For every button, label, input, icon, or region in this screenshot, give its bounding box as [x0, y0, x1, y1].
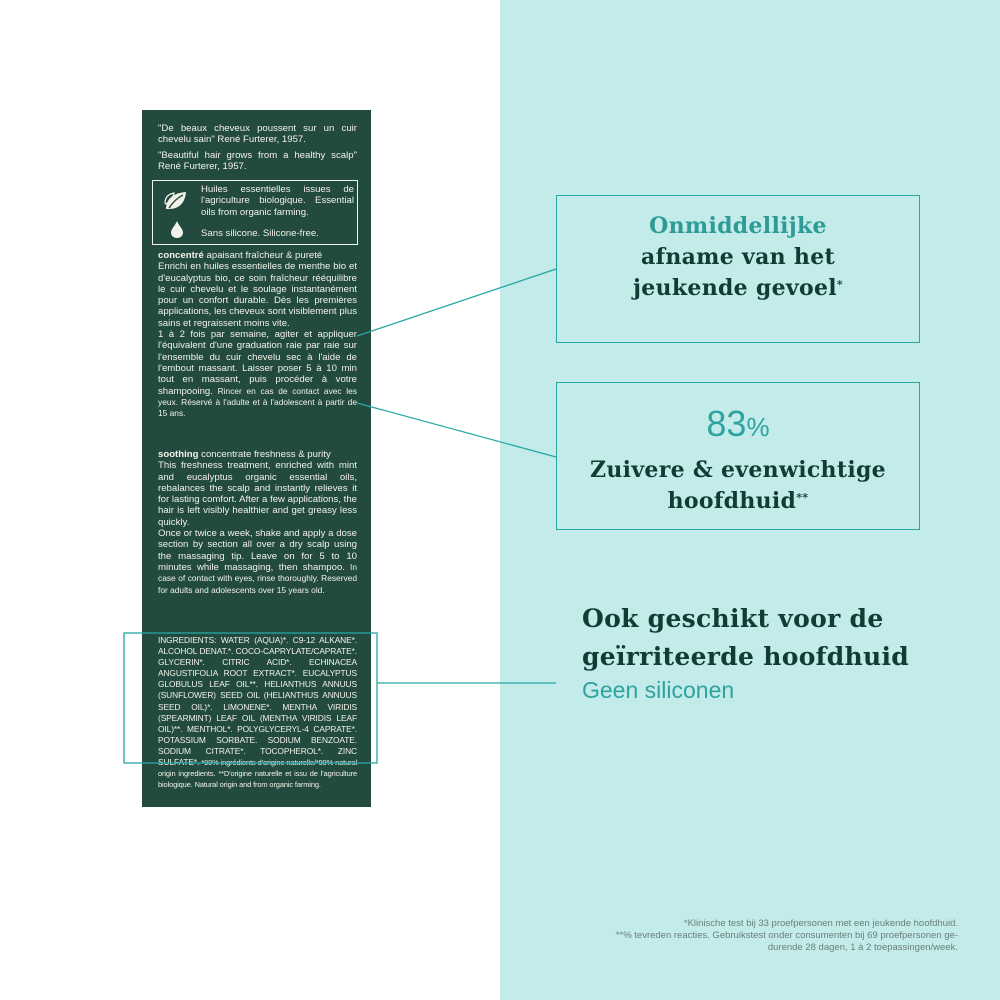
en-heading-rest: concentrate freshness & purity: [198, 449, 331, 460]
footnote-2: **% tevreden reacties. Gebruikstest onder consumenten bij 69 proefpersonen ge-: [615, 930, 958, 941]
fr-body: Enrichi en huiles essentielles de menthe bio et d'eucalyptus bio, ce soin fraîcheur rééquilibre le cuir chevelu et le soulage instantanément pour un confort durable. Dès les premières applications, les cheveux sont visiblement plus sains et regraissent moins vite.: [158, 261, 357, 329]
ingredients-note: *99% ingrédients d'origine naturelle/*99% natural origin ingredients. **D'origine naturelle et issu de l'agriculture biologique. Natural origin and from organic farming.: [158, 758, 357, 790]
fr-heading-rest: apaisant fraîcheur & pureté: [203, 250, 323, 261]
claim-irritated-scalp: [582, 600, 982, 704]
footnotes: [518, 918, 958, 954]
claim-itch-line2: afname van het: [641, 244, 835, 270]
fr-heading: concentré: [158, 250, 204, 261]
claim-irritated-title: [582, 600, 982, 676]
en-usage: Once or twice a week, shake and apply a dose section by section all over a dry scalp using the massaging tip. Leave on for 5 to 10 minutes while massaging, then shampoo.: [158, 528, 357, 573]
claim-scalp-text: [557, 455, 919, 517]
ingredients-text: INGREDIENTS: WATER (AQUA)*. C9-12 ALKANE*. ALCOHOL DENAT.*. COCO-CAPRYLATE/CAPRATE*. GLYCERIN*. CITRIC ACID*. ECHINACEA ANGUSTIFOLIA ROOT EXTRACT*. EUCALYPTUS GLOBULUS LEAF OIL**. HELIANTHUS ANNUUS (SUNFLOWER) SEED OIL (HELIANTHUS ANNUUS SEED OIL)*. LIMONENE*. MENTHA VIRIDIS (SPEARMINT) LEAF OIL (MENTHA VIRIDIS LEAF OIL)**. MENTHOL*. POLYGLYCERYL-4 CAPRATE*. POTASSIUM SORBATE. SODIUM BENZOATE. SODIUM CITRATE*. TOCOPHEROL*. ZINC SULFATE*.: [158, 635, 357, 768]
claim-scalp-mark: **: [796, 491, 809, 504]
en-heading: soothing: [158, 449, 199, 460]
claim-itch-text: [557, 211, 919, 304]
claim-scalp-line1: Zuivere & evenwichtige: [590, 457, 886, 483]
en-warning: In case of contact with eyes, rinse thoroughly. Reserved for adults and adolescents over 15 years old.: [158, 561, 358, 595]
organic-text: Huiles essentielles issues de l'agriculture biologique. Essential oils from organic farming.: [201, 184, 354, 218]
claim-itch-mark: *: [836, 278, 843, 291]
claim-scalp-line2: hoofdhuid: [667, 488, 797, 514]
footnote-3: durende 28 dagen, 1 à 2 toepassingen/week.: [767, 942, 958, 953]
claim-irritated-line2: geïrriteerde hoofdhuid: [582, 642, 910, 671]
claim-itch-line3: jeukende gevoel: [633, 275, 837, 301]
claim-itch-line1: Onmiddellijke: [649, 213, 827, 239]
claim-box-scalp: [556, 382, 920, 530]
quote-french: "De beaux cheveux poussent sur un cuir chevelu sain" René Furterer, 1957.: [158, 123, 357, 146]
claim-irritated-line1: Ook geschikt voor de: [582, 604, 884, 633]
silicone-free-text: Sans silicone. Silicone-free.: [201, 228, 319, 239]
en-body: This freshness treatment, enriched with mint and eucalyptus organic essential oils, rebalances the scalp and instantly relieves it for lasting comfort. After a few applications, the hair is left visibly healthier and get greasy less quickly.: [158, 460, 357, 528]
claim-percentage: [557, 403, 919, 445]
percentage-sign: %: [746, 412, 770, 442]
fr-usage: 1 à 2 fois par semaine, agiter et appliquer l'équivalent d'une graduation raie par raie sur l'ensemble du cuir chevelu sec à l'aide de l'embout massant. Laisser poser 5 à 10 min tout en massant, puis procéder à votre shampooing.: [158, 329, 357, 397]
quote-english: "Beautiful hair grows from a healthy scalp" René Furterer, 1957.: [158, 150, 357, 173]
claim-silicone-free: Geen siliconen: [582, 677, 735, 703]
percentage-value: 83: [706, 403, 747, 444]
footnote-1: *Klinische test bij 33 proefpersonen met een jeukende hoofdhuid.: [683, 918, 958, 929]
fr-warning: Rincer en cas de contact avec les yeux. Réservé à l'adulte et à l'adolescent à partir de 15 ans.: [158, 385, 357, 419]
claim-box-itch: [556, 195, 920, 343]
